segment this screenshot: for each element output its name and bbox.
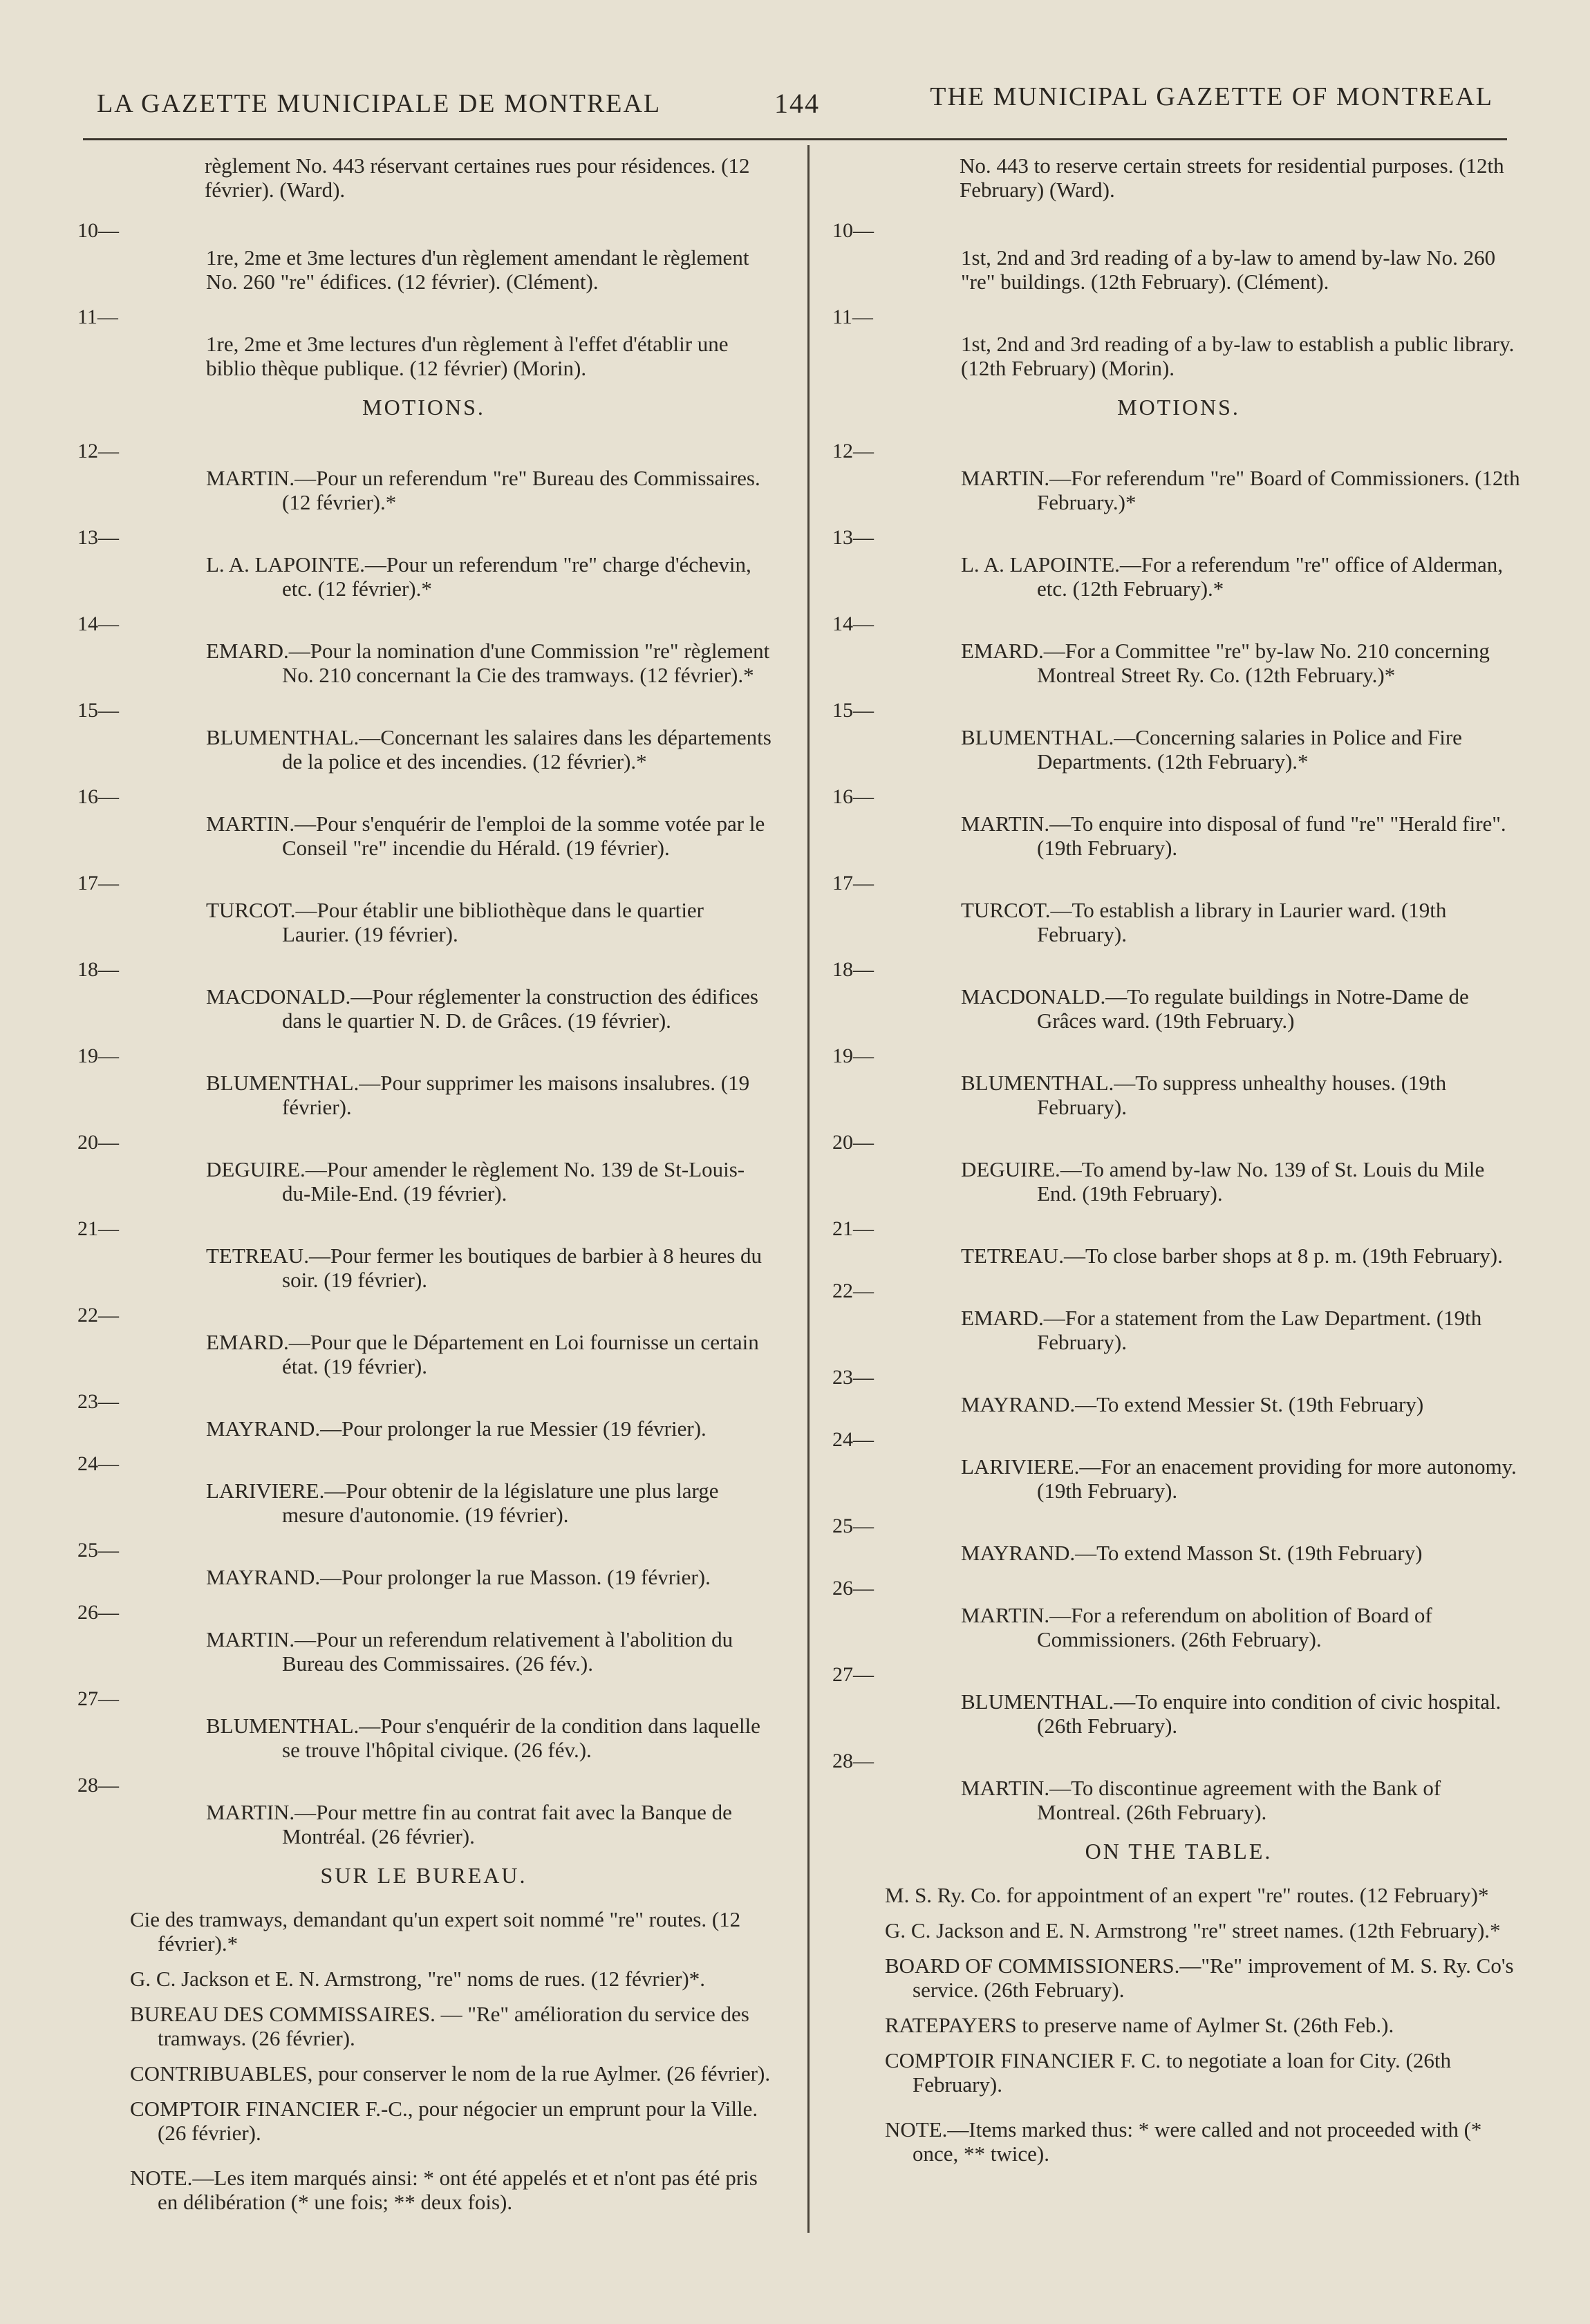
item-number: 23— [77,1390,119,1413]
french-continuation: règlement No. 443 réservant certaines rues pour résidences. (12 février). (Ward). [205,153,750,202]
french-motion-18 [75,957,773,1033]
item-number: 25— [832,1515,874,1537]
english-reading-10 [830,218,1528,294]
item-number: 20— [832,1131,874,1154]
french-column [75,153,773,2214]
item-number: 24— [77,1452,119,1475]
english-table-item: BOARD OF COMMISSIONERS.—"Re" improvement of M. S. Ry. Co's service. (26th February). [885,1953,1514,2002]
item-number: 27— [77,1687,119,1710]
item-text: TETREAU.—Pour fermer les boutiques de barbier à 8 heures du soir. (19 février). [206,1244,763,1292]
item-text: MARTIN.—For referendum "re" Board of Commissioners. (12th February.)* [961,466,1520,514]
english-table-item: M. S. Ry. Co. for appointment of an expert "re" routes. (12 February)* [885,1883,1489,1907]
english-motion-12 [830,439,1528,514]
french-motion-19 [75,1044,773,1119]
english-motion-26 [830,1576,1528,1651]
item-text: EMARD.—Pour la nomination d'une Commission "re" règlement No. 210 concernant la Cie des tramways. (12 février).* [206,639,770,687]
item-text: BLUMENTHAL.—Pour s'enquérir de la condition dans laquelle se trouve l'hôpital civique. (26 fév.). [206,1714,760,1762]
item-text: MACDONALD.—To regulate buildings in Notre-Dame de Grâces ward. (19th February.) [961,984,1469,1033]
item-text: BLUMENTHAL.—To suppress unhealthy houses. (19th February). [961,1071,1447,1119]
french-motion-15 [75,698,773,774]
french-motion-25 [75,1538,773,1589]
item-text: BLUMENTHAL.—To enquire into condition of civic hospital. (26th February). [961,1689,1502,1738]
item-text: MAYRAND.—To extend Masson St. (19th February) [961,1541,1423,1565]
item-number: 26— [77,1601,119,1624]
french-table-item: Cie des tramways, demandant qu'un expert soit nommé "re" routes. (12 février).* [130,1907,741,1956]
item-text: EMARD.—For a statement from the Law Department. (19th February). [961,1306,1482,1354]
item-text: DEGUIRE.—To amend by-law No. 139 of St. Louis du Mile End. (19th February). [961,1157,1485,1206]
english-motion-20 [830,1130,1528,1206]
item-text: BLUMENTHAL.—Concernant les salaires dans les départements de la police et des incendies. (12 février).* [206,725,771,774]
item-number: 15— [832,699,874,722]
item-number: 23— [832,1366,874,1389]
item-text: EMARD.—For a Committee "re" by-law No. 210 concerning Montreal Street Ry. Co. (12th February.)* [961,639,1490,687]
item-number: 10— [832,219,874,242]
item-number: 13— [832,526,874,549]
item-text: TURCOT.—To establish a library in Laurier ward. (19th February). [961,898,1447,946]
english-motion-13 [830,525,1528,601]
item-text: MARTIN.—Pour un referendum "re" Bureau des Commissaires. (12 février).* [206,466,760,514]
french-motion-23 [75,1389,773,1441]
french-motion-16 [75,785,773,860]
item-text: MARTIN.—Pour s'enquérir de l'emploi de la somme votée par le Conseil "re" incendie du Hérald. (19 février). [206,812,765,860]
item-number: 25— [77,1539,119,1562]
item-text: MARTIN.—Pour un referendum relativement à l'abolition du Bureau des Commissaires. (26 fév.). [206,1627,733,1676]
item-text: MAYRAND.—Pour prolonger la rue Masson. (19 février). [206,1565,711,1589]
english-column [830,153,1528,2166]
french-note: NOTE.—Les item marqués ainsi: * ont été appelés et et n'ont pas été pris en délibération (* une fois; ** deux fois). [130,2166,758,2214]
french-motion-14 [75,612,773,687]
english-motion-23 [830,1365,1528,1416]
item-number: 10— [77,219,119,242]
item-number: 18— [77,958,119,981]
item-number: 15— [77,699,119,722]
header-title-english: THE MUNICIPAL GAZETTE OF MONTREAL [930,82,1493,111]
english-table-item: COMPTOIR FINANCIER F. C. to negotiate a loan for City. (26th February). [885,2048,1451,2097]
item-number: 19— [832,1044,874,1067]
item-text: BLUMENTHAL.—Pour supprimer les maisons insalubres. (19 février). [206,1071,750,1119]
item-number: 27— [832,1663,874,1686]
french-motion-28 [75,1773,773,1848]
item-number: 13— [77,526,119,549]
english-motion-15 [830,698,1528,774]
english-motion-21 [830,1217,1528,1268]
item-text: LARIVIERE.—For an enacement providing for more autonomy. (19th February). [961,1454,1517,1503]
english-motion-19 [830,1044,1528,1119]
english-motion-17 [830,871,1528,946]
french-reading-11 [75,305,773,380]
item-text: MAYRAND.—Pour prolonger la rue Messier (19 février). [206,1416,707,1441]
french-table-item: CONTRIBUABLES, pour conserver le nom de la rue Aylmer. (26 février). [130,2061,771,2086]
french-reading-10 [75,218,773,294]
english-motion-14 [830,612,1528,687]
item-text: L. A. LAPOINTE.—For a referendum "re" office of Alderman, etc. (12th February).* [961,552,1504,601]
french-motion-26 [75,1600,773,1676]
item-number: 21— [832,1217,874,1240]
item-number: 24— [832,1428,874,1451]
item-text: MARTIN.—To discontinue agreement with the Bank of Montreal. (26th February). [961,1776,1441,1824]
item-number: 19— [77,1044,119,1067]
item-number: 12— [832,440,874,462]
item-number: 17— [832,872,874,894]
french-motion-13 [75,525,773,601]
french-motion-27 [75,1687,773,1762]
english-continuation: No. 443 to reserve certain streets for residential purposes. (12th February) (Ward). [960,153,1504,202]
item-text: MACDONALD.—Pour réglementer la construction des édifices dans le quartier N. D. de Grâces. (19 février). [206,984,758,1033]
item-number: 17— [77,872,119,894]
header-rule [83,138,1507,140]
french-table-item: BUREAU DES COMMISSAIRES. — "Re" amélioration du service des tramways. (26 février). [130,2002,749,2050]
french-motion-17 [75,871,773,946]
item-number: 14— [77,612,119,635]
page-header [83,82,1507,123]
french-motion-24 [75,1452,773,1527]
item-number: 26— [832,1577,874,1600]
item-text: 1re, 2me et 3me lectures d'un règlement à l'effet d'établir une biblio thèque publique. (12 février) (Morin). [206,332,729,380]
french-motion-20 [75,1130,773,1206]
item-number: 22— [77,1304,119,1327]
french-table-heading: SUR LE BUREAU. [320,1863,527,1888]
item-text: TURCOT.—Pour établir une bibliothèque dans le quartier Laurier. (19 février). [206,898,704,946]
item-number: 11— [77,306,118,328]
english-motion-16 [830,785,1528,860]
english-table-item: RATEPAYERS to preserve name of Aylmer St. (26th Feb.). [885,2013,1394,2037]
french-motion-12 [75,439,773,514]
english-table-heading: ON THE TABLE. [1085,1839,1273,1864]
item-number: 14— [832,612,874,635]
header-title-french: LA GAZETTE MUNICIPALE DE MONTREAL [97,89,662,118]
english-motions-heading: MOTIONS. [1117,395,1240,420]
english-motion-25 [830,1514,1528,1565]
english-reading-11 [830,305,1528,380]
item-number: 20— [77,1131,119,1154]
french-table-item: COMPTOIR FINANCIER F.-C., pour négocier un emprunt pour la Ville. (26 février). [130,2097,758,2145]
english-motion-24 [830,1427,1528,1503]
item-text: DEGUIRE.—Pour amender le règlement No. 139 de St-Louis-du-Mile-End. (19 février). [206,1157,745,1206]
item-text: LARIVIERE.—Pour obtenir de la législature une plus large mesure d'autonomie. (19 février). [206,1479,719,1527]
item-text: 1re, 2me et 3me lectures d'un règlement amendant le règlement No. 260 "re" édifices. (12 février). (Clément). [206,245,749,294]
item-text: MARTIN.—To enquire into disposal of fund "re" "Herald fire". (19th February). [961,812,1506,860]
item-number: 16— [77,785,119,808]
french-table-item: G. C. Jackson et E. N. Armstrong, "re" noms de rues. (12 février)*. [130,1967,705,1991]
item-number: 12— [77,440,119,462]
french-motion-22 [75,1303,773,1378]
item-text: BLUMENTHAL.—Concerning salaries in Police and Fire Departments. (12th February).* [961,725,1462,774]
item-text: TETREAU.—To close barber shops at 8 p. m. (19th February). [961,1244,1503,1268]
item-number: 22— [832,1280,874,1302]
english-motion-18 [830,957,1528,1033]
item-number: 28— [832,1750,874,1772]
english-table-item: G. C. Jackson and E. N. Armstrong "re" street names. (12th February).* [885,1918,1501,1942]
item-number: 16— [832,785,874,808]
item-number: 21— [77,1217,119,1240]
item-text: 1st, 2nd and 3rd reading of a by-law to amend by-law No. 260 "re" buildings. (12th February). (Clément). [961,245,1496,294]
french-motions-heading: MOTIONS. [362,395,485,420]
item-text: 1st, 2nd and 3rd reading of a by-law to establish a public library. (12th February) (Morin). [961,332,1515,380]
item-number: 28— [77,1774,119,1797]
column-divider [807,145,810,2233]
english-note: NOTE.—Items marked thus: * were called and not proceeded with (* once, ** twice). [885,2117,1482,2166]
item-text: MAYRAND.—To extend Messier St. (19th February) [961,1392,1424,1416]
english-motion-22 [830,1279,1528,1354]
item-number: 11— [832,306,873,328]
english-motion-28 [830,1749,1528,1824]
french-motion-21 [75,1217,773,1292]
item-text: MARTIN.—Pour mettre fin au contrat fait avec la Banque de Montréal. (26 février). [206,1800,732,1848]
page-number: 144 [774,88,820,119]
item-text: MARTIN.—For a referendum on abolition of Board of Commissioners. (26th February). [961,1603,1432,1651]
english-motion-27 [830,1662,1528,1738]
item-number: 18— [832,958,874,981]
item-text: EMARD.—Pour que le Département en Loi fournisse un certain état. (19 février). [206,1330,759,1378]
item-text: L. A. LAPOINTE.—Pour un referendum "re" charge d'échevin, etc. (12 février).* [206,552,751,601]
